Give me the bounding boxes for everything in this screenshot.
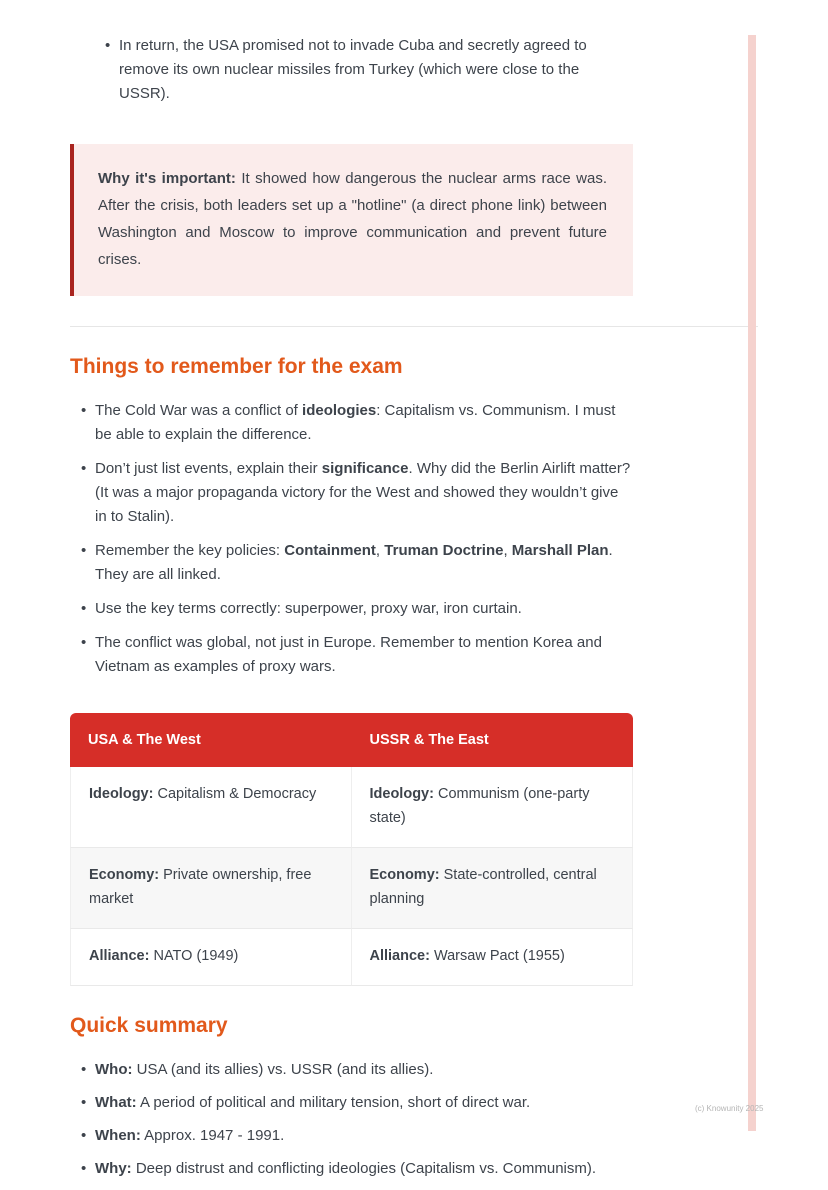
important-callout — [70, 144, 633, 296]
table-cell — [70, 767, 352, 848]
text: Approx. 1947 - 1991. — [140, 1126, 285, 1144]
exam-section-heading: Things to remember for the exam — [70, 355, 403, 378]
bold-text: Why: — [95, 1159, 132, 1177]
text: . Why did the Berlin Airlift matter? (It was a major propaganda victory for the West and showed they wouldn’t give in to Stalin). — [95, 460, 631, 525]
watermark: (c) Knowunity 2025 — [695, 1104, 764, 1113]
text: Use the key terms correctly: superpower, proxy war, iron curtain. — [95, 600, 522, 617]
list-item — [95, 539, 633, 587]
list-item — [119, 34, 633, 106]
top-spacer — [70, 0, 633, 34]
bold-text: Who: — [95, 1060, 133, 1078]
text: Don’t just list events, explain their — [95, 460, 322, 477]
text: USA (and its allies) vs. USSR (and its allies). — [132, 1060, 434, 1078]
cell-label: Ideology: — [89, 786, 158, 802]
table-cell — [352, 767, 634, 848]
text: , — [503, 542, 512, 559]
list-item — [95, 597, 633, 621]
text: Deep distrust and conflicting ideologies (Capitalism vs. Communism). — [131, 1159, 597, 1177]
cell-text: Communism (one-party state) — [369, 786, 590, 826]
table-header-row — [70, 713, 633, 767]
text: A period of political and military tension, short of direct war. — [136, 1093, 531, 1111]
summary-bullet-list — [95, 1058, 633, 1181]
exam-bullet-list — [95, 399, 633, 679]
comparison-table — [70, 713, 633, 986]
table-cell — [352, 929, 634, 986]
cell-label: Ideology: — [369, 786, 438, 802]
list-item — [95, 1124, 633, 1148]
bold-text: When: — [95, 1126, 141, 1144]
bold-text: Containment — [284, 542, 376, 559]
callout-label: Why it's important: — [98, 170, 236, 187]
text: In return, the USA promised not to invade Cuba and secretly agreed to remove its own nuclear missiles from Turkey (which were close to the USSR). — [119, 37, 587, 102]
cell-text: Warsaw Pact (1955) — [433, 947, 565, 964]
list-item — [95, 399, 633, 447]
text: . They are all linked. — [95, 542, 613, 583]
table-cell — [70, 929, 352, 986]
summary-section-heading: Quick summary — [70, 1013, 228, 1037]
page-edge-stripe — [748, 35, 756, 1131]
table-row — [70, 767, 633, 848]
bold-text: What: — [95, 1093, 137, 1111]
table-cell — [70, 848, 352, 929]
text: The conflict was global, not just in Europe. Remember to mention Korea and Vietnam as examples of proxy wars. — [95, 634, 602, 675]
table-row — [70, 848, 633, 929]
cell-text: Private ownership, free market — [89, 866, 312, 907]
table-cell — [352, 848, 634, 929]
text: , — [375, 542, 385, 559]
table-header-usa: USA & The West — [70, 713, 352, 767]
comparison-table-body — [70, 767, 633, 986]
bold-text: Truman Doctrine — [384, 542, 504, 559]
comparison-table-head — [70, 713, 633, 767]
cell-label: Economy: — [89, 866, 164, 883]
bold-text: Marshall Plan — [511, 542, 609, 559]
cell-text: Capitalism & Democracy — [157, 786, 317, 802]
intro-list — [119, 34, 633, 106]
list-item — [95, 631, 633, 679]
list-item — [95, 1058, 633, 1082]
cell-label: Economy: — [369, 866, 444, 883]
list-item — [95, 1157, 633, 1181]
cell-text: State-controlled, central planning — [369, 866, 597, 907]
text: : Capitalism vs. Communism. I must be able to explain the difference. — [95, 402, 616, 443]
page-content — [70, 0, 633, 1190]
cell-label: Alliance: — [89, 947, 154, 964]
list-item — [95, 457, 633, 529]
bold-text: ideologies — [302, 402, 377, 419]
callout-text: It showed how dangerous the nuclear arms race was. After the crisis, both leaders set up a "hotline" (a direct phone link) between Washington and Moscow to improve communication and prevent future crises. — [98, 170, 607, 268]
cell-text: NATO (1949) — [153, 947, 239, 964]
bold-text: significance — [321, 460, 409, 477]
list-item — [95, 1091, 633, 1115]
table-header-ussr: USSR & The East — [352, 713, 634, 767]
table-row — [70, 929, 633, 986]
text: The Cold War was a conflict of — [95, 402, 303, 419]
section-divider — [70, 326, 758, 327]
cell-label: Alliance: — [369, 947, 434, 964]
text: Remember the key policies: — [95, 542, 285, 559]
